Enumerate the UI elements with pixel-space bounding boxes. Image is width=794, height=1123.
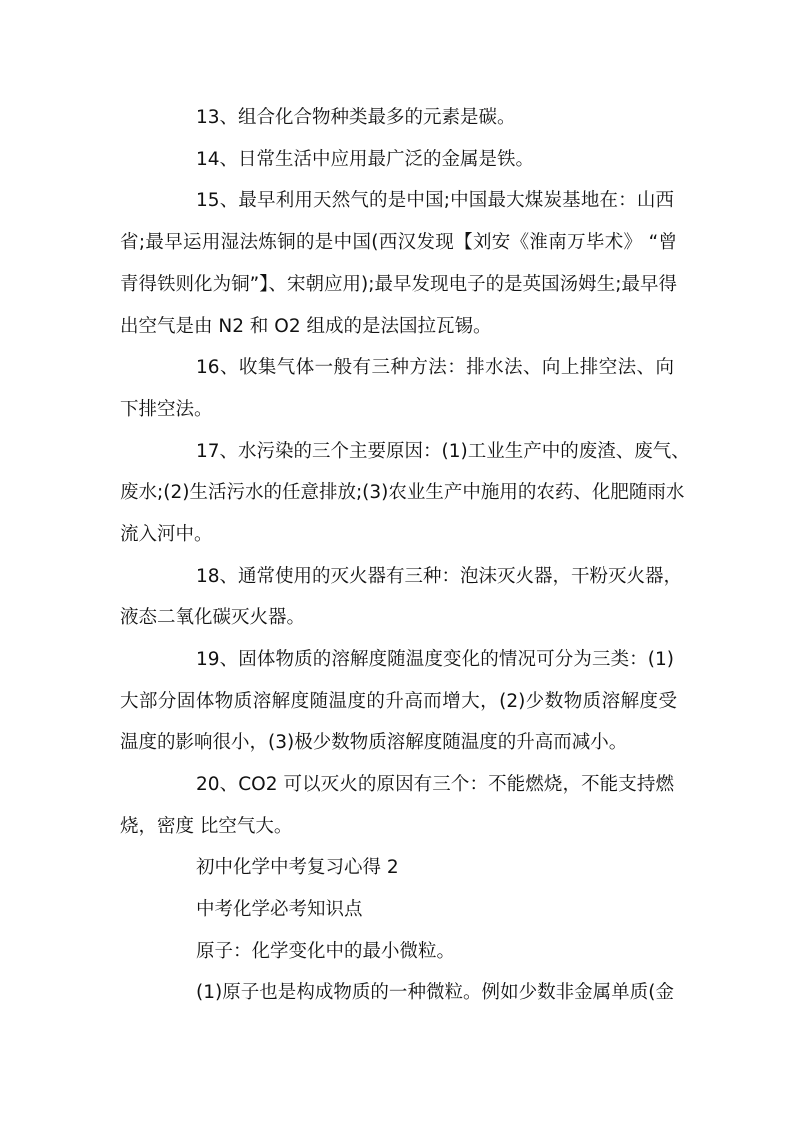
- section-title: 初中化学中考复习心得 2: [196, 857, 399, 878]
- paragraph-16-line-1: 16、收集气体一般有三种方法：排水法、向上排空法、向: [196, 357, 674, 378]
- definition-atom: 原子：化学变化中的最小微粒。: [196, 941, 456, 962]
- paragraph-20-line-2: 烧，密度 比空气大。: [120, 816, 293, 837]
- paragraph-18-line-1: 18、通常使用的灭火器有三种：泡沫灭火器，干粉灭火器，: [196, 566, 683, 587]
- paragraph-20-line-1: 20、CO2 可以灭火的原因有三个：不能燃烧，不能支持燃: [196, 774, 674, 795]
- paragraph-15-line-2: 省;最早运用湿法炼铜的是中国(西汉发现【刘安《淮南万毕术》 “曾: [120, 232, 677, 253]
- paragraph-19-line-2: 大部分固体物质溶解度随温度的升高而增大，(2)少数物质溶解度受: [120, 691, 677, 712]
- paragraph-19-line-1: 19、固体物质的溶解度随温度变化的情况可分为三类：(1): [196, 649, 674, 670]
- paragraph-15-line-3: 青得铁则化为铜”】、宋朝应用);最早发现电子的是英国汤姆生;最早得: [120, 274, 677, 295]
- subsection-title: 中考化学必考知识点: [196, 899, 363, 920]
- paragraph-15-line-4: 出空气是由 N2 和 O2 组成的是法国拉瓦锡。: [120, 316, 492, 337]
- paragraph-14: 14、日常生活中应用最广泛的金属是铁。: [196, 149, 535, 170]
- paragraph-17-line-3: 流入河中。: [120, 524, 213, 545]
- paragraph-16-line-2: 下排空法。: [120, 399, 213, 420]
- paragraph-17-line-2: 废水;(2)生活污水的任意排放;(3)农业生产中施用的农药、化肥随雨水: [120, 482, 685, 503]
- paragraph-15-line-1: 15、最早利用天然气的是中国;中国最大煤炭基地在：山西: [196, 190, 674, 211]
- paragraph-17-line-1: 17、水污染的三个主要原因：(1)工业生产中的废渣、废气、: [196, 441, 690, 462]
- paragraph-18-line-2: 液态二氧化碳灭火器。: [120, 607, 306, 628]
- paragraph-13: 13、组合化合物种类最多的元素是碳。: [196, 107, 516, 128]
- atom-note-line-1: (1)原子也是构成物质的一种微粒。例如少数非金属单质(金: [196, 982, 674, 1003]
- paragraph-19-line-3: 温度的影响很小，(3)极少数物质溶解度随温度的升高而减小。: [120, 732, 628, 753]
